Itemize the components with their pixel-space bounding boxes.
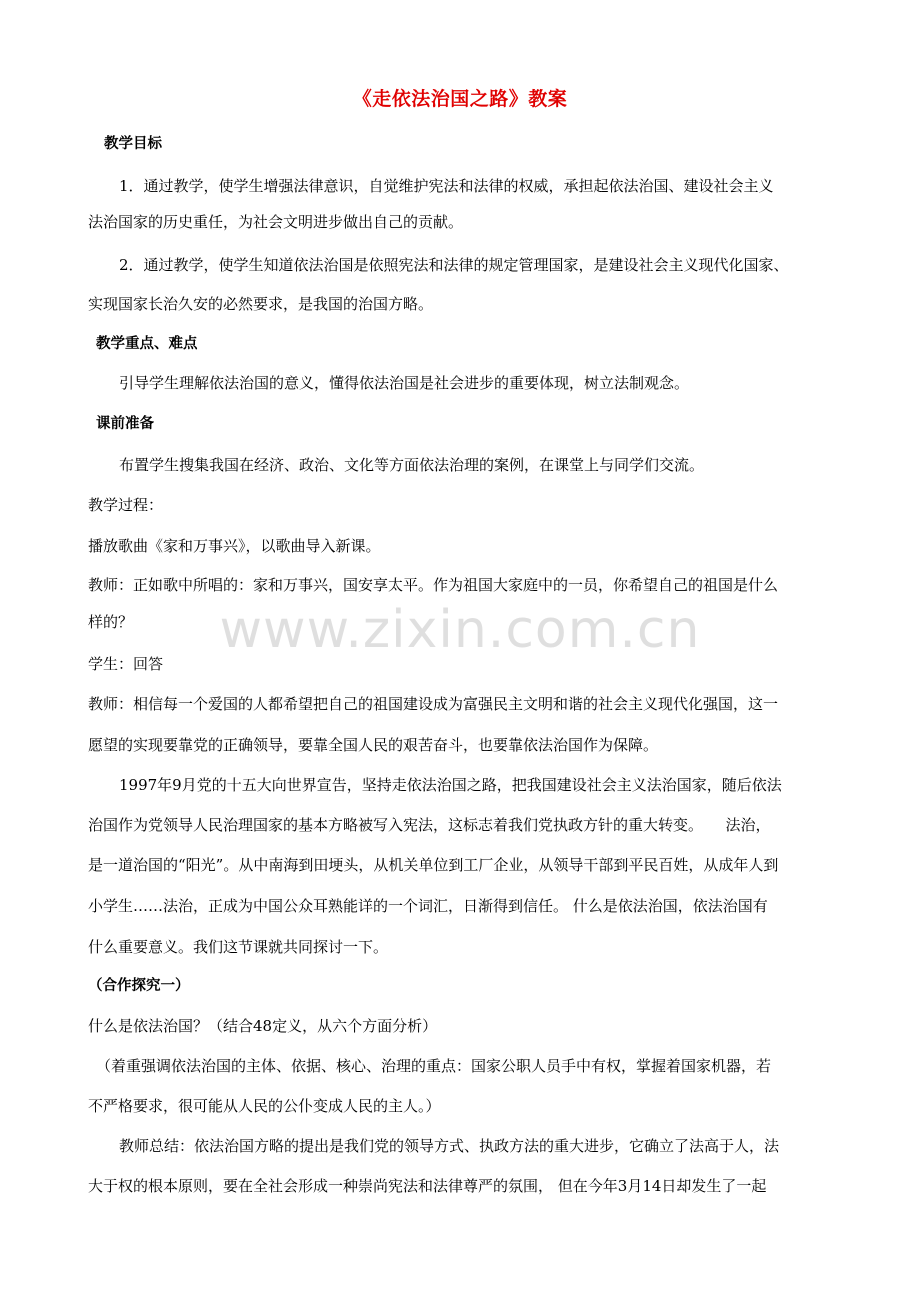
paragraph-line: 样的？	[88, 613, 134, 631]
paragraph-line: 教师总结：依法治国方略的提出是我们党的领导方式、执政方法的重大进步，它确立了法高于人，法	[119, 1137, 780, 1155]
document-title: 《走依法治国之路》教案	[352, 88, 568, 110]
paragraph-line: 愿望的实现要靠党的正确领导，要靠全国人民的艰苦奋斗，也要靠依法治国作为保障。	[88, 736, 659, 754]
paragraph-line: 是一道治国的“阳光”。从中南海到田埂头，从机关单位到工厂企业，从领导干部到平民百姓，从成年人到	[88, 856, 779, 874]
paragraph-line: 1．通过教学，使学生增强法律意识，自觉维护宪法和法律的权威，承担起依法治国、建设社会主义	[119, 177, 774, 195]
paragraph-line: 教师：正如歌中所唱的：家和万事兴，国安享太平。作为祖国大家庭中的一员，你希望自己的祖国是什么	[88, 576, 779, 594]
paragraph-line: 2．通过教学，使学生知道依法治国是依照宪法和法律的规定管理国家，是建设社会主义现代化国家、	[119, 256, 789, 274]
paragraph-line: （着重强调依法治国的主体、依据、核心、治理的重点：国家公职人员手中有权，掌握着国家机器，若	[96, 1057, 772, 1075]
paragraph-line: 引导学生理解依法治国的意义，懂得依法治国是社会进步的重要体现，树立法制观念。	[119, 374, 690, 392]
paragraph-line: 教师：相信每一个爱国的人都希望把自己的祖国建设成为富强民主文明和谐的社会主义现代化强国，这一	[88, 695, 779, 713]
paragraph-line: 1997年9月党的十五大向世界宣告，坚持走依法治国之路，把我国建设社会主义法治国家，随后依法	[119, 776, 782, 794]
paragraph-line: 学生：回答	[88, 655, 164, 673]
paragraph-line: 小学生……法治，正成为中国公众耳熟能详的一个词汇，日渐得到信任。 什么是依法治国，依法治国有	[88, 897, 768, 915]
heading-teaching-goals: 教学目标	[104, 136, 162, 152]
watermark: www.zixin.com.cn	[219, 600, 701, 660]
paragraph-line: 什么重要意义。我们这节课就共同探讨一下。	[88, 938, 389, 956]
paragraph-line: 播放歌曲《家和万事兴》，以歌曲导入新课。	[88, 537, 381, 555]
paragraph-line: 不严格要求，很可能从人民的公仆变成人民的主人。）	[88, 1097, 441, 1115]
heading-preparation: 课前准备	[96, 416, 154, 432]
paragraph-line: 教学过程：	[88, 496, 164, 514]
heading-cooperative-inquiry: （合作探究一）	[88, 978, 190, 994]
heading-key-points: 教学重点、难点	[96, 336, 198, 352]
paragraph-line: 实现国家长治久安的必然要求，是我国的治国方略。	[88, 295, 434, 313]
paragraph-line: 法治国家的历史重任，为社会文明进步做出自己的贡献。	[88, 213, 464, 231]
paragraph-line: 什么是依法治国？（结合48定义，从六个方面分析）	[88, 1017, 438, 1035]
paragraph-line: 大于权的根本原则，要在全社会形成一种崇尚宪法和法律尊严的氛围， 但在今年3月14日却发生了一起	[88, 1177, 767, 1195]
paragraph-line: 布置学生搜集我国在经济、政治、文化等方面依法治理的案例，在课堂上与同学们交流。	[119, 456, 705, 474]
paragraph-line: 治国作为党领导人民治理国家的基本方略被写入宪法，这标志着我们党执政方针的重大转变。 法治，	[88, 816, 771, 834]
